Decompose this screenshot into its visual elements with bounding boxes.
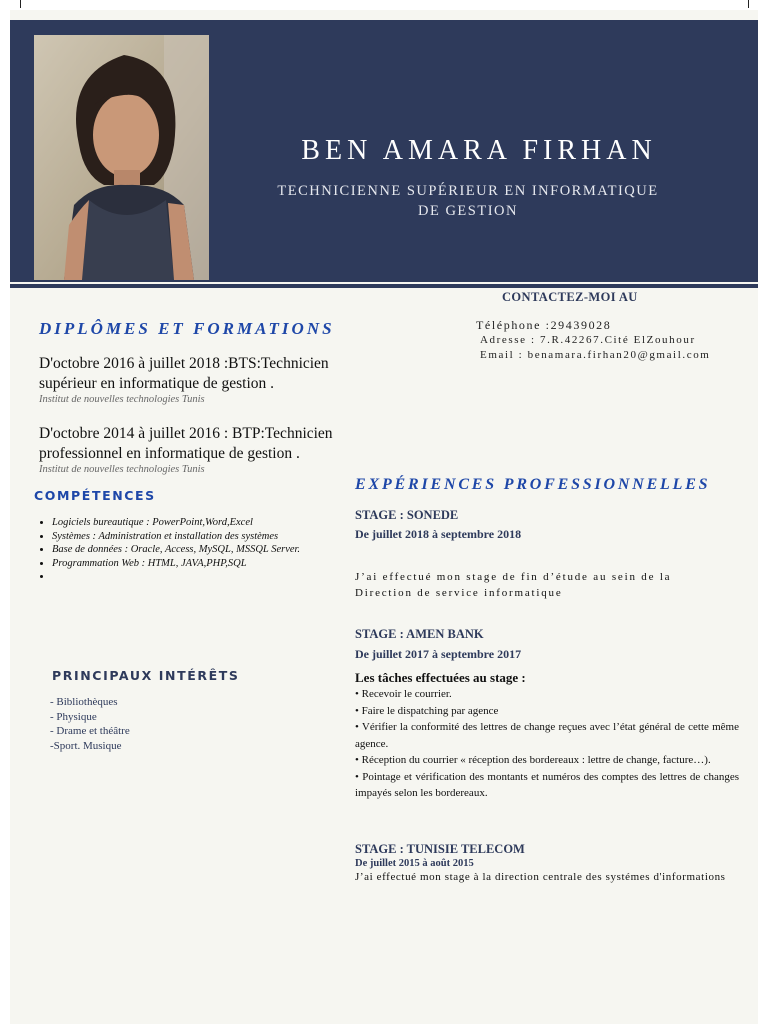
skills-heading: COMPÉTENCES [34,488,156,503]
skills-list [36,516,312,584]
task-item: • Pointage et vérification des montants et numéros des comptes des lettres de changes impayés selon les bordereaux. [355,770,739,799]
skill-item [52,570,312,584]
interests-heading: PRINCIPAUX INTÉRÊTS [52,668,240,683]
description-line: J’ai effectué mon stage de fin d’étude au sein de la [355,571,672,583]
stage-dates: De juillet 2018 à septembre 2018 [355,527,522,541]
diploma-line: D'octobre 2014 à juillet 2016 : BTP:Technicien [39,425,333,442]
diploma-line: D'octobre 2016 à juillet 2018 :BTS:Technicien [39,355,329,372]
diploma-item [39,424,389,476]
contact-heading: CONTACTEZ-MOI AU [502,290,638,304]
candidate-name: BEN AMARA FIRHAN [301,135,657,166]
header-banner [10,20,758,282]
stage-dates: De juillet 2017 à septembre 2017 [355,647,522,661]
stage-sonede [355,508,739,601]
crop-mark [20,0,21,8]
interests-list [50,695,130,753]
interest-item: - Bibliothèques [50,696,118,708]
interest-item: - Drame et théâtre [50,725,130,737]
interest-item: - Physique [50,710,97,723]
contact-block [476,318,710,363]
stage-amen-bank [355,627,739,802]
skill-item: • Programmation Web : HTML, JAVA,PHP,SQL [52,557,312,571]
diplomas-heading: DIPLÔMES ET FORMATIONS [39,319,335,338]
job-title-line1: TECHNICIENNE SUPÉRIEUR EN INFORMATIQUE [277,183,659,199]
cv-page [10,10,758,1024]
stage-title: STAGE : TUNISIE TELECOM [355,842,525,856]
diploma-line: professionnel en informatique de gestion . [39,445,300,462]
interest-item: -Sport. Musique [50,739,122,752]
contact-phone: Téléphone :29439028 [476,318,612,332]
task-item: • Vérifier la conformité des lettres de change reçues avec l’état général de cette même agence. [355,721,739,750]
task-item: • Réception du courrier « réception des bordereaux : lettre de change, facture…). [355,754,711,766]
header-divider [10,284,758,288]
diploma-item [39,354,389,406]
stage-title: STAGE : AMEN BANK [355,627,484,641]
description-line: Direction de service informatique [355,587,563,599]
diploma-institution: Institut de nouvelles technologies Tunis [39,394,205,405]
stage-title: STAGE : SONEDE [355,508,459,522]
job-title [250,181,686,221]
stage-description: J’ai effectué mon stage à la direction centrale des systémes d'informations [355,871,726,883]
skill-item: • Systèmes : Administration et installation des systèmes [52,530,312,544]
experience-heading: EXPÉRIENCES PROFESSIONNELLES [355,476,711,493]
stage-description [355,569,739,601]
task-item: • Recevoir le courrier. [355,688,452,700]
contact-email: Email : benamara.firhan20@gmail.com [480,349,711,361]
profile-photo [34,35,209,280]
portrait-image [34,35,209,280]
diploma-institution: Institut de nouvelles technologies Tunis [39,464,205,475]
diploma-line: supérieur en informatique de gestion . [39,375,275,392]
skill-item: • Base de données : Oracle, Access, MySQL, MSSQL Server. [52,543,312,557]
skill-item: • Logiciels bureautique : PowerPoint,Word,Excel [52,516,312,530]
job-title-line2: DE GESTION [418,203,518,219]
stage-dates: De juillet 2015 à août 2015 [355,858,474,869]
contact-address: Adresse : 7.R.42267.Cité ElZouhour [480,334,696,346]
crop-mark [748,0,749,8]
tasks-heading: Les tâches effectuées au stage : [355,670,526,685]
stage-tunisie-telecom [355,842,739,886]
task-item: • Faire le dispatching par agence [355,704,499,717]
